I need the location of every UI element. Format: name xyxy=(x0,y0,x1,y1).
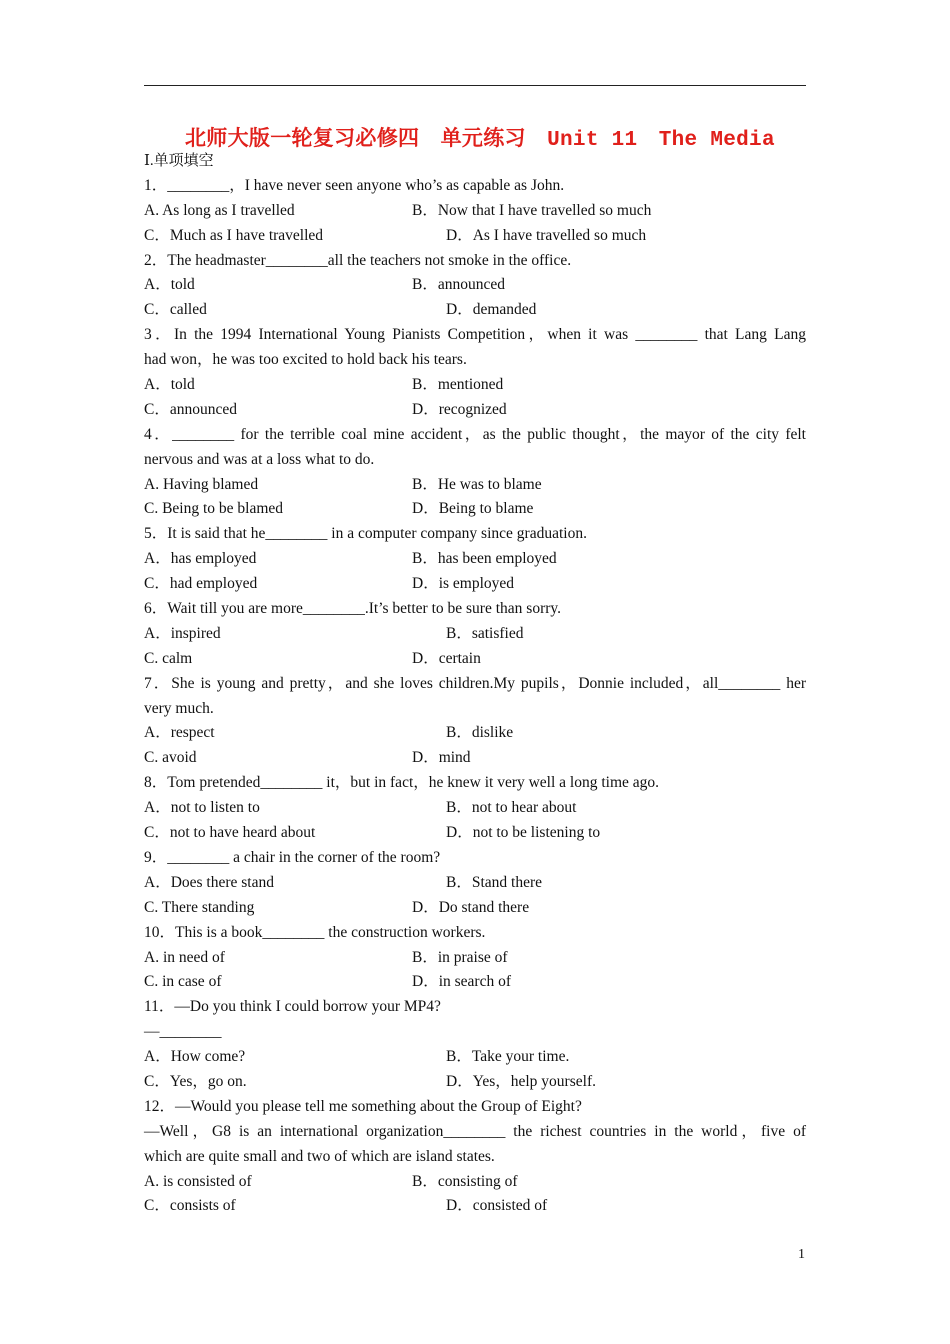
title-chinese: 北师大版一轮复习必修四 单元练习 xyxy=(185,126,548,150)
option-a[interactable]: A．respect xyxy=(144,724,215,742)
option-row xyxy=(144,547,806,572)
question-stem-line-1: 4．________ for the terrible coal mine accident，as the public thought，the mayor of the city felt xyxy=(144,425,806,443)
question-stem: 9．________ a chair in the corner of the room? xyxy=(144,848,441,866)
header-rule xyxy=(144,85,806,86)
option-row xyxy=(144,946,806,971)
option-b[interactable]: B．announced xyxy=(412,276,505,294)
option-d[interactable]: D．recognized xyxy=(412,400,507,418)
option-a[interactable]: A. As long as I travelled xyxy=(144,201,295,219)
option-b[interactable]: B．not to hear about xyxy=(446,799,577,817)
option-d[interactable]: D．in search of xyxy=(412,973,511,991)
option-b[interactable]: B．Take your time. xyxy=(446,1048,570,1066)
option-row xyxy=(144,821,806,846)
question-response-blank: —________ xyxy=(144,1023,222,1041)
option-row xyxy=(144,721,806,746)
section-heading: Ⅰ.单项填空 xyxy=(144,153,214,169)
option-a[interactable]: A．told xyxy=(144,376,195,394)
question-stem-continued xyxy=(144,1120,806,1170)
option-b[interactable]: B．in praise of xyxy=(412,948,508,966)
question-stem-line-1: —Well，G8 is an international organization________ the richest countries in the world，five of xyxy=(144,1122,806,1140)
option-d[interactable]: D．not to be listening to xyxy=(446,824,601,842)
question-stem xyxy=(144,323,806,373)
option-d[interactable]: D．is employed xyxy=(412,575,515,593)
option-c[interactable]: C．announced xyxy=(144,400,237,418)
option-row xyxy=(144,647,806,672)
question-stem xyxy=(144,672,806,722)
question-stem: 1．________，I have never seen anyone who’s as capable as John. xyxy=(144,176,565,194)
option-row xyxy=(144,970,806,995)
option-row xyxy=(144,398,806,423)
page-number: 1 xyxy=(798,1247,805,1262)
option-c[interactable]: C．not to have heard about xyxy=(144,824,316,842)
question-stem-line-2: very much. xyxy=(144,699,214,717)
question-stem-line-1: 3．In the 1994 International Young Pianists Competition，when it was ________ that Lang Lang xyxy=(144,326,806,344)
question-stem: 8．Tom pretended________ it，but in fact，he knew it very well a long time ago. xyxy=(144,774,660,792)
option-row xyxy=(144,224,806,249)
option-c[interactable]: C．had employed xyxy=(144,575,258,593)
option-b[interactable]: B．mentioned xyxy=(412,376,504,394)
option-c[interactable]: C．Much as I have travelled xyxy=(144,226,324,244)
option-c[interactable]: C. calm xyxy=(144,649,193,667)
option-row xyxy=(144,1045,806,1070)
question-stem: 12．—Would you please tell me something about the Group of Eight? xyxy=(144,1097,582,1115)
option-b[interactable]: B．Stand there xyxy=(446,873,542,891)
option-a[interactable]: A．told xyxy=(144,276,195,294)
question-stem: 5．It is said that he________ in a computer company since graduation. xyxy=(144,525,587,543)
option-row xyxy=(144,1194,806,1219)
option-row xyxy=(144,746,806,771)
question-stem: 11．—Do you think I could borrow your MP4? xyxy=(144,998,441,1016)
option-b[interactable]: B．satisfied xyxy=(446,624,524,642)
option-c[interactable]: C. Being to be blamed xyxy=(144,500,284,518)
option-d[interactable]: D．mind xyxy=(412,749,471,767)
option-row xyxy=(144,622,806,647)
option-b[interactable]: B．has been employed xyxy=(412,550,557,568)
option-a[interactable]: A. is consisted of xyxy=(144,1172,252,1190)
exercise-content xyxy=(144,149,806,1219)
option-d[interactable]: D．Do stand there xyxy=(412,898,530,916)
question-stem-line-2: had won，he was too excited to hold back his tears. xyxy=(144,351,467,369)
option-c[interactable]: C. avoid xyxy=(144,749,197,767)
option-row xyxy=(144,473,806,498)
option-a[interactable]: A．inspired xyxy=(144,624,221,642)
question-stem-line-1: 7．She is young and pretty，and she loves children.My pupils，Donnie included，all________ her xyxy=(144,674,806,692)
option-b[interactable]: B．Now that I have travelled so much xyxy=(412,201,652,219)
option-row xyxy=(144,871,806,896)
question-stem: 2．The headmaster________all the teachers not smoke in the office. xyxy=(144,251,572,269)
question-stem-line-2: nervous and was at a loss what to do. xyxy=(144,450,375,468)
option-a[interactable]: A．not to listen to xyxy=(144,799,260,817)
option-row xyxy=(144,1070,806,1095)
question-stem: 6．Wait till you are more________.It’s better to be sure than sorry. xyxy=(144,600,562,618)
option-row xyxy=(144,497,806,522)
option-d[interactable]: D．As I have travelled so much xyxy=(446,226,647,244)
option-row xyxy=(144,298,806,323)
option-c[interactable]: C．consists of xyxy=(144,1197,236,1215)
option-d[interactable]: D．demanded xyxy=(446,301,537,319)
option-row xyxy=(144,373,806,398)
option-row xyxy=(144,896,806,921)
option-row xyxy=(144,273,806,298)
option-row xyxy=(144,796,806,821)
option-c[interactable]: C. There standing xyxy=(144,898,255,916)
question-stem: 10．This is a book________ the construction workers. xyxy=(144,923,486,941)
option-d[interactable]: D．certain xyxy=(412,649,481,667)
option-a[interactable]: A. in need of xyxy=(144,948,225,966)
option-row xyxy=(144,572,806,597)
option-b[interactable]: B．consisting of xyxy=(412,1172,518,1190)
option-b[interactable]: B．dislike xyxy=(446,724,514,742)
question-stem-line-2: which are quite small and two of which are island states. xyxy=(144,1147,495,1165)
option-d[interactable]: D．Being to blame xyxy=(412,500,534,518)
page-title xyxy=(185,122,775,152)
question-stem xyxy=(144,423,806,473)
option-d[interactable]: D．consisted of xyxy=(446,1197,548,1215)
option-b[interactable]: B．He was to blame xyxy=(412,475,542,493)
option-a[interactable]: A．How come? xyxy=(144,1048,246,1066)
option-a[interactable]: A．Does there stand xyxy=(144,873,274,891)
option-c[interactable]: C．called xyxy=(144,301,207,319)
option-a[interactable]: A. Having blamed xyxy=(144,475,259,493)
option-d[interactable]: D．Yes，help yourself. xyxy=(446,1072,596,1090)
option-row xyxy=(144,199,806,224)
option-c[interactable]: C．Yes，go on. xyxy=(144,1072,247,1090)
title-unit: Unit 11 The Media xyxy=(547,129,775,152)
option-row xyxy=(144,1170,806,1195)
option-a[interactable]: A．has employed xyxy=(144,550,257,568)
option-c[interactable]: C. in case of xyxy=(144,973,222,991)
